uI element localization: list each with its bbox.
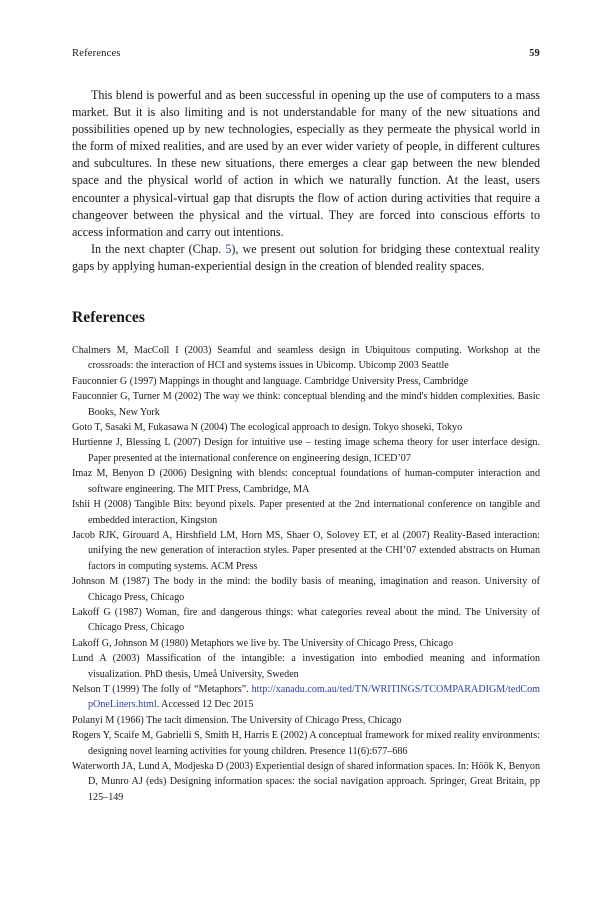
reference-entry: Ishii H (2008) Tangible Bits: beyond pixels. Paper presented at the 2nd international conference on tangible and embedded interaction, Kingston [72, 499, 540, 526]
reference-url-link[interactable]: http://xanadu.com.au/ted/TN/WRITINGS/TCOMPARADIGM/tedCompOneLiners.html [88, 683, 540, 711]
reference-entry: Lakoff G (1987) Woman, fire and dangerous things: what categories reveal about the mind. The University of Chicago Press, Chicago [72, 606, 540, 634]
chapter-cross-reference-link[interactable]: 5 [225, 241, 232, 256]
page-number: 59 [529, 48, 540, 59]
reference-entry: Jacob RJK, Girouard A, Hirshfield LM, Horn MS, Shaer O, Solovey ET, et al (2007) Reality-Based interaction: unifying the new generation of interaction styles. Paper presented at the CHI’07 extended abstracts on Human factors in computing systems. ACM Press [72, 529, 540, 572]
body-paragraph-2 [72, 241, 540, 275]
references-heading: References [72, 309, 146, 327]
reference-entry: Lakoff G, Johnson M (1980) Metaphors we live by. The University of Chicago Press, Chicago [72, 637, 454, 649]
reference-entry: Chalmers M, MacColl I (2003) Seamful and seamless design in Ubiquitous computing. Workshop at the crossroads: the interaction of HCI and systems issues in Ubicomp. Ubicomp 2003 Seattle [72, 345, 540, 372]
reference-entry-with-url [72, 682, 540, 713]
reference-list [72, 343, 540, 805]
reference-text-after-url: . Accessed 12 Dec 2015 [156, 699, 254, 711]
reference-entry: Goto T, Sasaki M, Fukasawa N (2004) The ecological approach to design. Tokyo shoseki, Tokyo [72, 422, 463, 434]
body-paragraph-1 [72, 87, 540, 241]
reference-entry: Hurtienne J, Blessing L (2007) Design for intuitive use – testing image schema theory for user interface design. Paper presented at the international conference on engineering design, ICED’07 [72, 437, 540, 464]
running-header [72, 48, 540, 59]
reference-entry: Lund A (2003) Massification of the intangible: a investigation into embodied meaning and information visualization. PhD thesis, Umeå University, Sweden [72, 653, 540, 680]
reference-entry: Waterworth JA, Lund A, Modjeska D (2003) Experiential design of shared information spaces. In: Höök K, Benyon D, Munro AJ (eds) Designing information spaces: the social navigation approach. Springer, Great Britain, pp 125–149 [72, 761, 540, 803]
running-header-title: References [72, 48, 121, 59]
body-paragraph-2-text-after: ), we present out solution for bridging these contextual reality gaps by applying human-experiential design in the creation of blended reality spaces. [72, 241, 540, 273]
reference-entry: Johnson M (1987) The body in the mind: the bodily basis of meaning, imagination and reason. University of Chicago Press, Chicago [72, 576, 540, 603]
reference-entry: Rogers Y, Scaife M, Gabrielli S, Smith H, Harris E (2002) A conceptual framework for mixed reality environments: designing novel learning activities for young children. Presence 11(6):677–686 [72, 730, 540, 757]
reference-entry: Fauconnier G (1997) Mappings in thought and language. Cambridge University Press, Cambridge [72, 375, 469, 387]
body-paragraph-1-text: This blend is powerful and as been successful in opening up the use of computers to a mass market. But it is also limiting and is not understandable for many of the new situations and possibilities opened up by new technologies, especially as they permeate the physical world in the form of mixed realities, and are used by an ever wider variety of people, in different cultures and subcultures. In these new situations, there emerges a clear gap between the new blended space and the physical world of action in which we naturally function. At the least, users encounter a physical-virtual gap that disrupts the flow of action during activities that require a changeover between the physical and the virtual. They are forced into conscious efforts to access information and carry out intentions. [72, 88, 540, 239]
reference-entry: Polanyi M (1966) The tacit dimension. The University of Chicago Press, Chicago [72, 714, 402, 726]
reference-entry: Imaz M, Benyon D (2006) Designing with blends: conceptual foundations of human-computer interaction and software engineering. The MIT Press, Cambridge, MA [72, 468, 540, 495]
reference-text-before-url: Nelson T (1999) The folly of “Metaphors”. [72, 683, 252, 695]
body-paragraph-2-text-before: In the next chapter (Chap. [91, 241, 226, 256]
reference-entry: Fauconnier G, Turner M (2002) The way we think: conceptual blending and the mind's hidden complexities. Basic Books, New York [72, 391, 540, 418]
